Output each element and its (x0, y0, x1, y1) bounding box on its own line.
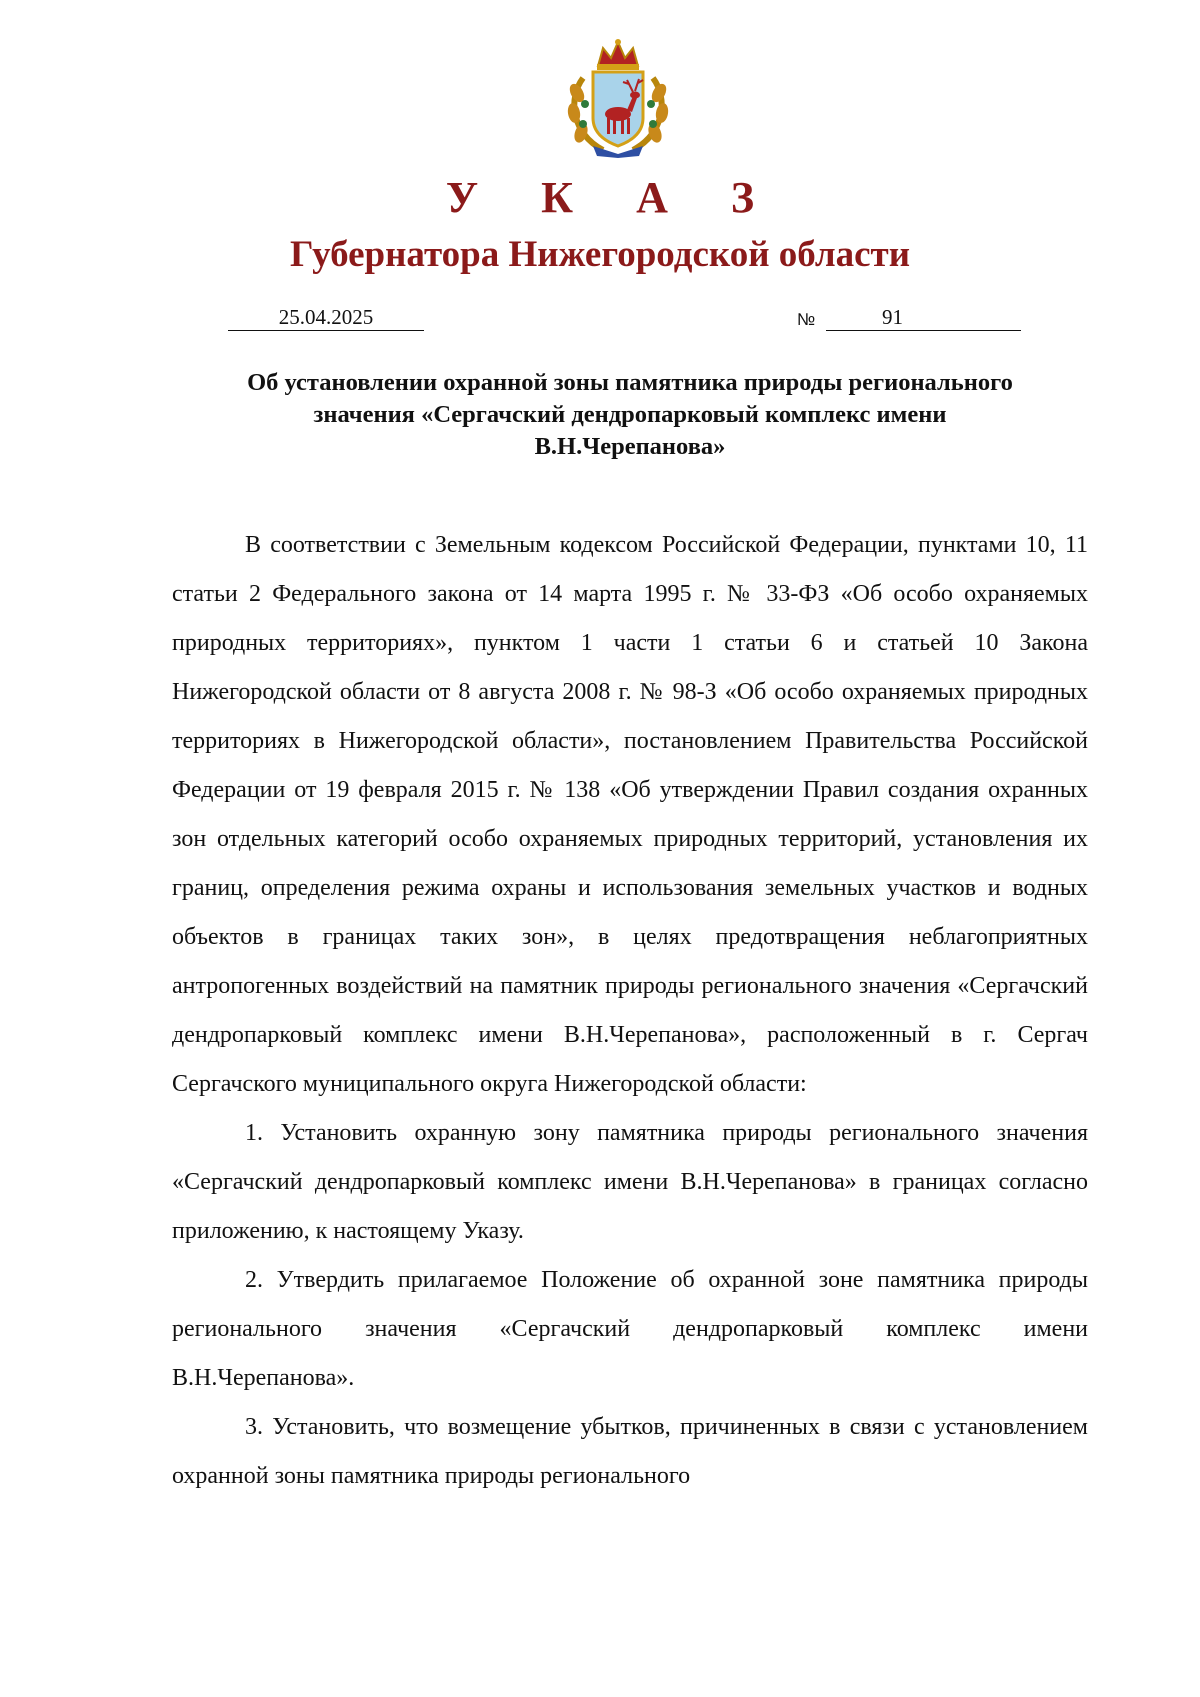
clause-paragraph: 3. Установить, что возмещение убытков, причиненных в связи с установлением охранной зоны памятника природы регионального (172, 1414, 1088, 1489)
preamble-paragraph: В соответствии с Земельным кодексом Российской Федерации, пунктами 10, 11 статьи 2 Федерального закона от 14 марта 1995 г. № 33-ФЗ «Об особо охраняемых природных территориях», пунктом 1 части 1 статьи 6 и статьей 10 Закона Нижегородской области от 8 августа 2008 г. № 98-З «Об особо охраняемых природных территориях в Нижегородской области», постановлением Правительства Российской Федерации от 19 февраля 2015 г. № 138 «Об утверждении Правил создания охранных зон отдельных категорий особо охраняемых природных территорий, установления их границ, определения режима охраны и использования земельных участков и водных объектов в границах таких зон», в целях предотвращения неблагоприятных антропогенных воздействий на памятник природы регионального значения «Сергачский дендропарковый комплекс имени В.Н.Черепанова», расположенный в г. Сергач Сергачского муниципального округа Нижегородской области: (172, 532, 1088, 1097)
decree-number: 91 (882, 305, 903, 329)
document-body (172, 521, 1088, 1501)
decree-date: 25.04.2025 (228, 302, 424, 331)
decree-title: У К А З (445, 173, 781, 222)
decree-subtitle: Губернатора Нижегородской области (289, 234, 911, 275)
decree-number-field (826, 302, 1021, 331)
clause-paragraph: 1. Установить охранную зону памятника природы регионального значения «Сергачский дендропарковый комплекс имени В.Н.Черепанова» в границах согласно приложению, к настоящему Указу. (172, 1120, 1088, 1244)
number-sign: № (797, 310, 816, 329)
clause-paragraph: 2. Утвердить прилагаемое Положение об охранной зоне памятника природы регионального значения «Сергачский дендропарковый комплекс имени В.Н.Черепанова». (172, 1267, 1088, 1391)
document-heading: Об установлении охранной зоны памятника природы регионального значения «Сергачский дендропарковый комплекс имени В.Н.Черепанова» (247, 369, 1013, 460)
coat-of-arms-icon (563, 38, 673, 158)
